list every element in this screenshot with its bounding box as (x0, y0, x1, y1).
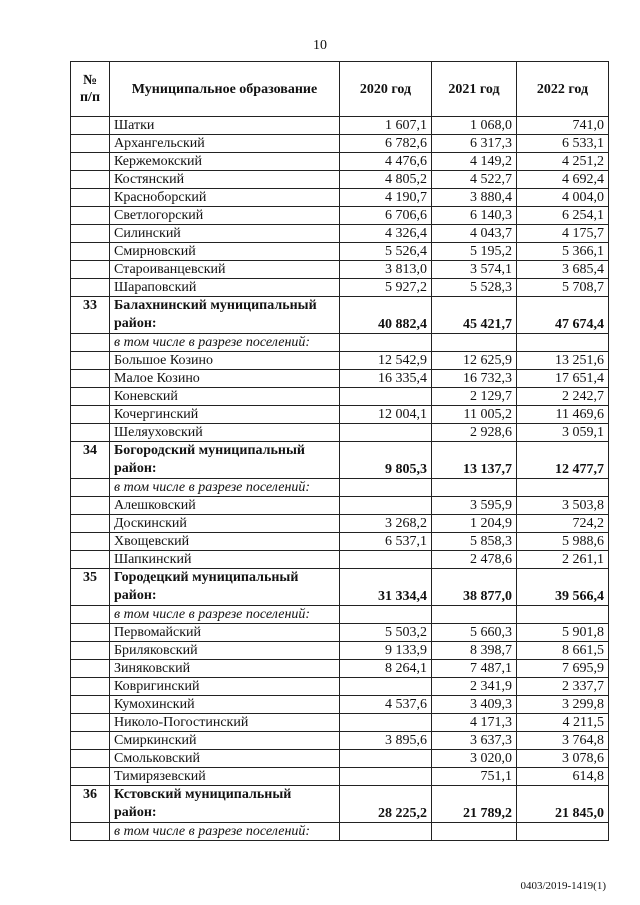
header-row (71, 62, 609, 117)
row-index-cell (71, 732, 110, 750)
municipality-name-cell: Смольковский (110, 750, 340, 768)
value-2021-cell: 12 625,9 (432, 352, 517, 370)
value-2021-cell: 7 487,1 (432, 660, 517, 678)
value-2021-cell: 2 341,9 (432, 678, 517, 696)
value-2021-cell (432, 823, 517, 841)
municipality-name-cell: Кержемокский (110, 153, 340, 171)
municipality-name-cell: Шеляуховский (110, 424, 340, 442)
row-index-cell (71, 479, 110, 497)
value-2020-cell: 3 813,0 (340, 261, 432, 279)
value-2020-cell: 4 190,7 (340, 189, 432, 207)
value-2020-cell: 4 805,2 (340, 171, 432, 189)
row-index-cell (71, 768, 110, 786)
value-2020-cell: 4 326,4 (340, 225, 432, 243)
value-2021-cell (432, 606, 517, 624)
value-2021-cell: 2 928,6 (432, 424, 517, 442)
document-code: 0403/2019-1419(1) (520, 880, 606, 892)
value-2020-cell: 16 335,4 (340, 370, 432, 388)
value-2022-cell: 2 261,1 (517, 551, 609, 569)
value-2022-cell: 4 004,0 (517, 189, 609, 207)
value-2021-cell: 4 043,7 (432, 225, 517, 243)
row-index-cell: 33 (71, 297, 110, 334)
table-row (71, 171, 609, 189)
table-row (71, 533, 609, 551)
value-2022-cell: 614,8 (517, 768, 609, 786)
row-index-cell (71, 207, 110, 225)
table-row (71, 696, 609, 714)
value-2021-cell: 11 005,2 (432, 406, 517, 424)
table-row (71, 424, 609, 442)
value-2021-cell: 751,1 (432, 768, 517, 786)
row-index-cell: 34 (71, 442, 110, 479)
table-body (71, 117, 609, 841)
municipality-name-cell: Староиванцевский (110, 261, 340, 279)
table-row (71, 624, 609, 642)
municipality-name-cell: Тимирязевский (110, 768, 340, 786)
value-2021-cell: 5 858,3 (432, 533, 517, 551)
row-index-cell (71, 823, 110, 841)
table-row (71, 497, 609, 515)
value-2021-cell (432, 334, 517, 352)
value-2020-cell (340, 714, 432, 732)
value-2022-cell: 4 251,2 (517, 153, 609, 171)
value-2022-cell: 3 503,8 (517, 497, 609, 515)
value-2021-cell: 3 020,0 (432, 750, 517, 768)
value-2020-cell (340, 678, 432, 696)
municipality-name-cell: Доскинский (110, 515, 340, 533)
table-header (71, 62, 609, 117)
table-row (71, 153, 609, 171)
value-2021-cell: 3 574,1 (432, 261, 517, 279)
row-index-cell (71, 117, 110, 135)
table-row (71, 243, 609, 261)
table-row (71, 750, 609, 768)
header-municipality: Муниципальное образование (110, 62, 340, 117)
table-row (71, 732, 609, 750)
row-index-cell (71, 714, 110, 732)
value-2021-cell: 3 637,3 (432, 732, 517, 750)
municipality-name-cell: Кстовский муниципальный район: (110, 786, 340, 823)
municipality-name-cell: в том числе в разрезе поселений: (110, 479, 340, 497)
table-row (71, 207, 609, 225)
row-index-cell (71, 153, 110, 171)
value-2020-cell: 9 133,9 (340, 642, 432, 660)
subheading-row (71, 606, 609, 624)
region-row (71, 442, 609, 479)
value-2022-cell (517, 823, 609, 841)
row-index-cell (71, 551, 110, 569)
value-2020-cell: 4 537,6 (340, 696, 432, 714)
row-index-cell (71, 750, 110, 768)
municipality-name-cell: Шатки (110, 117, 340, 135)
value-2020-cell (340, 551, 432, 569)
value-2020-cell: 6 537,1 (340, 533, 432, 551)
row-index-cell (71, 678, 110, 696)
municipality-name-cell: Малое Козино (110, 370, 340, 388)
value-2021-cell: 16 732,3 (432, 370, 517, 388)
value-2021-cell: 2 129,7 (432, 388, 517, 406)
municipality-name-cell: Архангельский (110, 135, 340, 153)
table-row (71, 261, 609, 279)
subheading-row (71, 334, 609, 352)
value-2022-cell: 11 469,6 (517, 406, 609, 424)
table-row (71, 678, 609, 696)
value-2020-cell: 5 503,2 (340, 624, 432, 642)
municipality-name-cell: в том числе в разрезе поселений: (110, 334, 340, 352)
municipality-name-cell: Смирновский (110, 243, 340, 261)
table-row (71, 551, 609, 569)
table-row (71, 279, 609, 297)
value-2020-cell (340, 750, 432, 768)
row-index-cell (71, 606, 110, 624)
value-2021-cell: 4 522,7 (432, 171, 517, 189)
value-2022-cell: 6 533,1 (517, 135, 609, 153)
value-2021-cell: 45 421,7 (432, 297, 517, 334)
row-index-cell (71, 624, 110, 642)
municipality-name-cell: Городецкий муниципальный район: (110, 569, 340, 606)
region-row (71, 786, 609, 823)
value-2020-cell: 3 268,2 (340, 515, 432, 533)
value-2021-cell: 38 877,0 (432, 569, 517, 606)
row-index-cell (71, 370, 110, 388)
value-2020-cell (340, 768, 432, 786)
row-index-cell (71, 135, 110, 153)
value-2020-cell: 31 334,4 (340, 569, 432, 606)
municipality-name-cell: Ковригинский (110, 678, 340, 696)
municipality-name-cell: Зиняковский (110, 660, 340, 678)
municipality-name-cell: Смиркинский (110, 732, 340, 750)
value-2022-cell: 8 661,5 (517, 642, 609, 660)
municipality-name-cell: Первомайский (110, 624, 340, 642)
value-2020-cell: 12 004,1 (340, 406, 432, 424)
table-row (71, 189, 609, 207)
municipality-name-cell: в том числе в разрезе поселений: (110, 606, 340, 624)
municipality-name-cell: Светлогорский (110, 207, 340, 225)
row-index-cell (71, 497, 110, 515)
municipality-name-cell: Большое Козино (110, 352, 340, 370)
municipality-name-cell: в том числе в разрезе поселений: (110, 823, 340, 841)
row-index-cell (71, 696, 110, 714)
value-2022-cell: 724,2 (517, 515, 609, 533)
value-2022-cell: 17 651,4 (517, 370, 609, 388)
value-2022-cell: 4 692,4 (517, 171, 609, 189)
value-2021-cell: 6 140,3 (432, 207, 517, 225)
subheading-row (71, 823, 609, 841)
value-2022-cell: 3 685,4 (517, 261, 609, 279)
value-2022-cell: 13 251,6 (517, 352, 609, 370)
value-2021-cell: 3 880,4 (432, 189, 517, 207)
value-2022-cell: 12 477,7 (517, 442, 609, 479)
table-row (71, 642, 609, 660)
value-2020-cell (340, 823, 432, 841)
value-2020-cell: 40 882,4 (340, 297, 432, 334)
value-2020-cell: 5 927,2 (340, 279, 432, 297)
value-2021-cell: 5 195,2 (432, 243, 517, 261)
municipality-name-cell: Костянский (110, 171, 340, 189)
value-2020-cell (340, 334, 432, 352)
value-2021-cell: 1 204,9 (432, 515, 517, 533)
value-2020-cell: 5 526,4 (340, 243, 432, 261)
municipality-name-cell: Богородский муниципальный район: (110, 442, 340, 479)
municipality-name-cell: Николо-Погостинский (110, 714, 340, 732)
value-2021-cell (432, 479, 517, 497)
row-index-cell (71, 189, 110, 207)
row-index-cell: 35 (71, 569, 110, 606)
value-2020-cell (340, 479, 432, 497)
row-index-cell (71, 642, 110, 660)
row-index-cell (71, 352, 110, 370)
value-2021-cell: 5 660,3 (432, 624, 517, 642)
value-2022-cell: 4 175,7 (517, 225, 609, 243)
value-2021-cell: 8 398,7 (432, 642, 517, 660)
municipality-name-cell: Хвощевский (110, 533, 340, 551)
row-index-cell (71, 261, 110, 279)
value-2022-cell: 21 845,0 (517, 786, 609, 823)
region-row (71, 569, 609, 606)
value-2022-cell: 5 988,6 (517, 533, 609, 551)
value-2020-cell: 9 805,3 (340, 442, 432, 479)
header-2021: 2021 год (432, 62, 517, 117)
value-2022-cell: 2 337,7 (517, 678, 609, 696)
table-row (71, 352, 609, 370)
value-2022-cell (517, 334, 609, 352)
value-2022-cell: 47 674,4 (517, 297, 609, 334)
value-2020-cell: 1 607,1 (340, 117, 432, 135)
table-row (71, 714, 609, 732)
municipality-name-cell: Алешковский (110, 497, 340, 515)
table-row (71, 117, 609, 135)
table-row (71, 370, 609, 388)
value-2021-cell: 2 478,6 (432, 551, 517, 569)
value-2020-cell: 3 895,6 (340, 732, 432, 750)
header-2022: 2022 год (517, 62, 609, 117)
table-row (71, 768, 609, 786)
row-index-cell (71, 388, 110, 406)
value-2022-cell: 5 901,8 (517, 624, 609, 642)
value-2021-cell: 4 171,3 (432, 714, 517, 732)
value-2021-cell: 6 317,3 (432, 135, 517, 153)
municipality-name-cell: Балахнинский муниципальный район: (110, 297, 340, 334)
budget-table (70, 61, 609, 841)
value-2022-cell: 2 242,7 (517, 388, 609, 406)
row-index-cell (71, 533, 110, 551)
value-2020-cell: 28 225,2 (340, 786, 432, 823)
value-2022-cell: 7 695,9 (517, 660, 609, 678)
value-2022-cell: 3 059,1 (517, 424, 609, 442)
value-2022-cell (517, 606, 609, 624)
municipality-name-cell: Бриляковский (110, 642, 340, 660)
municipality-name-cell: Коневский (110, 388, 340, 406)
subheading-row (71, 479, 609, 497)
value-2020-cell (340, 388, 432, 406)
value-2021-cell: 5 528,3 (432, 279, 517, 297)
row-index-cell (71, 406, 110, 424)
value-2022-cell: 3 299,8 (517, 696, 609, 714)
municipality-name-cell: Шараповский (110, 279, 340, 297)
value-2020-cell: 4 476,6 (340, 153, 432, 171)
row-index-cell (71, 171, 110, 189)
value-2022-cell: 39 566,4 (517, 569, 609, 606)
municipality-name-cell: Силинский (110, 225, 340, 243)
value-2022-cell: 6 254,1 (517, 207, 609, 225)
row-index-cell (71, 279, 110, 297)
value-2020-cell: 8 264,1 (340, 660, 432, 678)
table-row (71, 225, 609, 243)
value-2020-cell (340, 497, 432, 515)
value-2022-cell: 5 708,7 (517, 279, 609, 297)
row-index-cell (71, 334, 110, 352)
value-2022-cell: 4 211,5 (517, 714, 609, 732)
region-row (71, 297, 609, 334)
value-2022-cell: 3 764,8 (517, 732, 609, 750)
value-2020-cell: 12 542,9 (340, 352, 432, 370)
value-2021-cell: 3 595,9 (432, 497, 517, 515)
value-2022-cell: 741,0 (517, 117, 609, 135)
municipality-name-cell: Кочергинский (110, 406, 340, 424)
value-2021-cell: 1 068,0 (432, 117, 517, 135)
value-2021-cell: 3 409,3 (432, 696, 517, 714)
row-index-cell (71, 424, 110, 442)
municipality-name-cell: Красноборский (110, 189, 340, 207)
value-2020-cell (340, 606, 432, 624)
value-2020-cell: 6 782,6 (340, 135, 432, 153)
table-row (71, 515, 609, 533)
row-index-cell (71, 515, 110, 533)
header-index: № п/п (71, 62, 110, 117)
table-row (71, 388, 609, 406)
value-2022-cell: 5 366,1 (517, 243, 609, 261)
value-2021-cell: 13 137,7 (432, 442, 517, 479)
value-2020-cell: 6 706,6 (340, 207, 432, 225)
municipality-name-cell: Кумохинский (110, 696, 340, 714)
value-2022-cell (517, 479, 609, 497)
row-index-cell (71, 225, 110, 243)
row-index-cell (71, 660, 110, 678)
row-index-cell (71, 243, 110, 261)
page-number: 10 (313, 38, 327, 53)
table-row (71, 660, 609, 678)
value-2020-cell (340, 424, 432, 442)
value-2022-cell: 3 078,6 (517, 750, 609, 768)
table-row (71, 135, 609, 153)
header-2020: 2020 год (340, 62, 432, 117)
value-2021-cell: 4 149,2 (432, 153, 517, 171)
municipality-name-cell: Шапкинский (110, 551, 340, 569)
table-row (71, 406, 609, 424)
row-index-cell: 36 (71, 786, 110, 823)
value-2021-cell: 21 789,2 (432, 786, 517, 823)
